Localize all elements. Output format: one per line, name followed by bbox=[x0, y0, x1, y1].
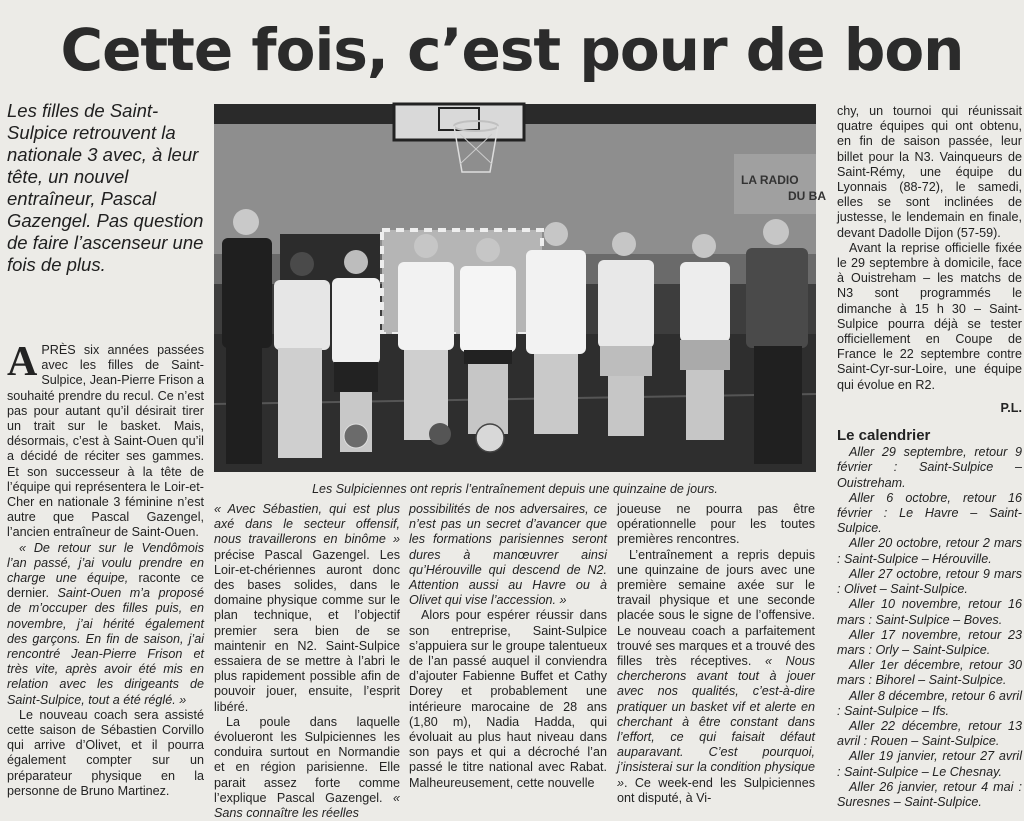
column-4 bbox=[617, 502, 815, 806]
article-headline: Cette fois, c’est pour de bon bbox=[60, 16, 964, 84]
calendar-title: Le calendrier bbox=[837, 427, 931, 445]
column-1 bbox=[7, 339, 204, 799]
col5-paragraph-2: Avant la reprise officielle fixée le 29 septembre à domicile, face à Ouistreham – les matchs de N3 sont programmés le dimanche à 15 h 30 – Saint-Sulpice pourra déjà se tester officiellement en Coupe de France le 22 septembre contre Saint-Cyr-sur-Loire, une équipe qui évolue en R2. bbox=[837, 240, 1022, 392]
col1-paragraph-2: « De retour sur le Vendômois l’an passé, j’ai voulu prendre en charge une équipe, raconte ce dernier. Saint-Ouen m’a proposé de m’occuper des filles puis, en novembre, j’ai hérité également des garçons. En fin de saison, j’ai rencontré Jean-Pierre Frison et très vite, après avoir été mis en relation avec les dirigeants de Saint-Sulpice, tout a été réglé. » bbox=[7, 540, 204, 707]
calendar-item: Aller 19 janvier, retour 27 avril : Saint-Sulpice – Le Chesnay. bbox=[837, 749, 1022, 779]
calendar-item: Aller 29 septembre, retour 9 février : Saint-Sulpice – Ouistreham. bbox=[837, 445, 1022, 490]
calendar-item: Aller 20 octobre, retour 2 mars : Saint-Sulpice – Hérouville. bbox=[837, 536, 1022, 566]
calendar-item: Aller 22 décembre, retour 13 avril : Rouen – Saint-Sulpice. bbox=[837, 718, 1022, 749]
column-5 bbox=[837, 104, 1022, 810]
col3-paragraph-2: Alors pour espérer réussir dans son entreprise, Saint-Sulpice s’appuiera sur le groupe talentueux de l’an passé auquel il conviendra d’ajouter Fabienne Buffet et Cathy Dorey et probablement une intérieure marocaine de 28 ans (1,80 m), Nadia Hadda, qui évoluait au plus haut niveau dans son pays et qui a décroché l’an passé le titre national avec Rabat. Malheureusement, cette nouvelle bbox=[409, 608, 607, 790]
banner-text-1: LA RADIO bbox=[741, 173, 799, 187]
col2-paragraph-1: « Avec Sébastien, qui est plus axé dans le secteur offensif, nous travaillerons en binôme » précise Pascal Gazengel. Les Loir-et-chériennes auront donc des bases solides, dans le domaine physique comme sur le plan technique, et l’objectif premier sera bien de se maintenir en N2. Saint-Sulpice essaiera de se mettre à l’abri le plus rapidement possible afin de pouvoir jouer, ensuite, l’esprit libéré. bbox=[214, 502, 400, 714]
photo-caption: Les Sulpiciennes ont repris l’entraînement depuis une quinzaine de jours. bbox=[312, 482, 718, 496]
calendar-item: Aller 10 novembre, retour 16 mars : Saint-Sulpice – Boves. bbox=[837, 597, 1022, 627]
calendar-item: Aller 17 novembre, retour 23 mars : Orly – Saint-Sulpice. bbox=[837, 627, 1022, 657]
calendar-list bbox=[837, 445, 1022, 810]
col5-paragraph-1: chy, un tournoi qui réunissait quatre équipes qui ont obtenu, en fin de saison passée, leur billet pour la N3. Vainqueurs de Saint-Rémy, une équipe du Lyonnais (88-72), le samedi, elles se sont inclinées de justesse, le lendemain en finale, devant Dadolle Dijon (57-59). bbox=[837, 104, 1022, 240]
banner-text-2: DU BA bbox=[788, 189, 826, 203]
col1-paragraph-1: APRÈS six années passées avec les filles de Saint-Sulpice, Jean-Pierre Frison a souhaité prendre du recul. Ce n’est pas pour autant qu’il désirait tirer un trait sur le basket. Mais, désormais, c’est à Saint-Ouen qu’il a décidé de réciter ses gammes. Et son successeur à la tête de l’équipe qui représentera le Loir-et-Cher en nationale 3 féminine n’est autre que Pascal Gazengel, l’ancien entraîneur de Saint-Ouen. bbox=[7, 339, 204, 540]
calendar-item: Aller 26 janvier, retour 4 mai : Suresnes – Saint-Sulpice. bbox=[837, 779, 1022, 809]
column-2 bbox=[214, 502, 400, 821]
calendar-item: Aller 6 octobre, retour 16 février : Le Havre – Saint-Sulpice. bbox=[837, 490, 1022, 536]
calendar-item: Aller 1er décembre, retour 30 mars : Bihorel – Saint-Sulpice. bbox=[837, 658, 1022, 688]
column-3 bbox=[409, 502, 607, 791]
dropcap: A bbox=[7, 339, 38, 385]
author-signature: P.L. bbox=[1000, 400, 1022, 415]
col4-paragraph-2: L’entraînement a repris depuis une quinzaine de jours avec une première semaine axée sur le travail physique et une seconde placée sous le signe de l’offensive. Le nouveau coach a parfaitement trouvé ses marques et a trouvé des filles très réceptives. « Nous chercherons avant tout à jouer avec nos qualités, c’est-à-dire pratiquer un basket vif et alerte en cherchant à être constant dans l’effort, ce qui faisait défaut auparavant. C’est pourquoi, j’insisterai sur la condition physique ». Ce week-end les Sulpiciennes ont disputé, à Vi- bbox=[617, 547, 815, 805]
article-intro: Les filles de Saint-Sulpice retrouvent la nationale 3 avec, à leur tête, un nouvel entraîneur, Pascal Gazengel. Pas question de faire l’ascenseur une fois de plus. bbox=[7, 100, 204, 275]
col1-paragraph-3: Le nouveau coach sera assisté cette saison de Sébastien Corvillo qui arrive d’Olivet, et il pourra également compter sur un préparateur physique en la personne de Bruno Martinez. bbox=[7, 707, 204, 798]
col4-paragraph-1: joueuse ne pourra pas être opérationnelle pour les toutes premières rencontres. bbox=[617, 502, 815, 547]
calendar-item: Aller 27 octobre, retour 9 mars : Olivet – Saint-Sulpice. bbox=[837, 566, 1022, 597]
col2-paragraph-2: La poule dans laquelle évolueront les Sulpiciennes les conduira surtout en Normandie et en région parisienne. Elle parait assez forte comme l’explique Pascal Gazengel. « Sans connaître les réelles bbox=[214, 714, 400, 821]
team-photo bbox=[214, 104, 826, 472]
col3-paragraph-1: possibilités de nos adversaires, ce n’est pas un secret d’avancer que les formations parisiennes seront dures à manœuvrer ainsi qu’Hérouville qui descend de N2. Attention aussi au Havre ou à Olivet qui vise l’accession. » bbox=[409, 502, 607, 608]
calendar-item: Aller 8 décembre, retour 6 avril : Saint-Sulpice – Ifs. bbox=[837, 688, 1022, 718]
